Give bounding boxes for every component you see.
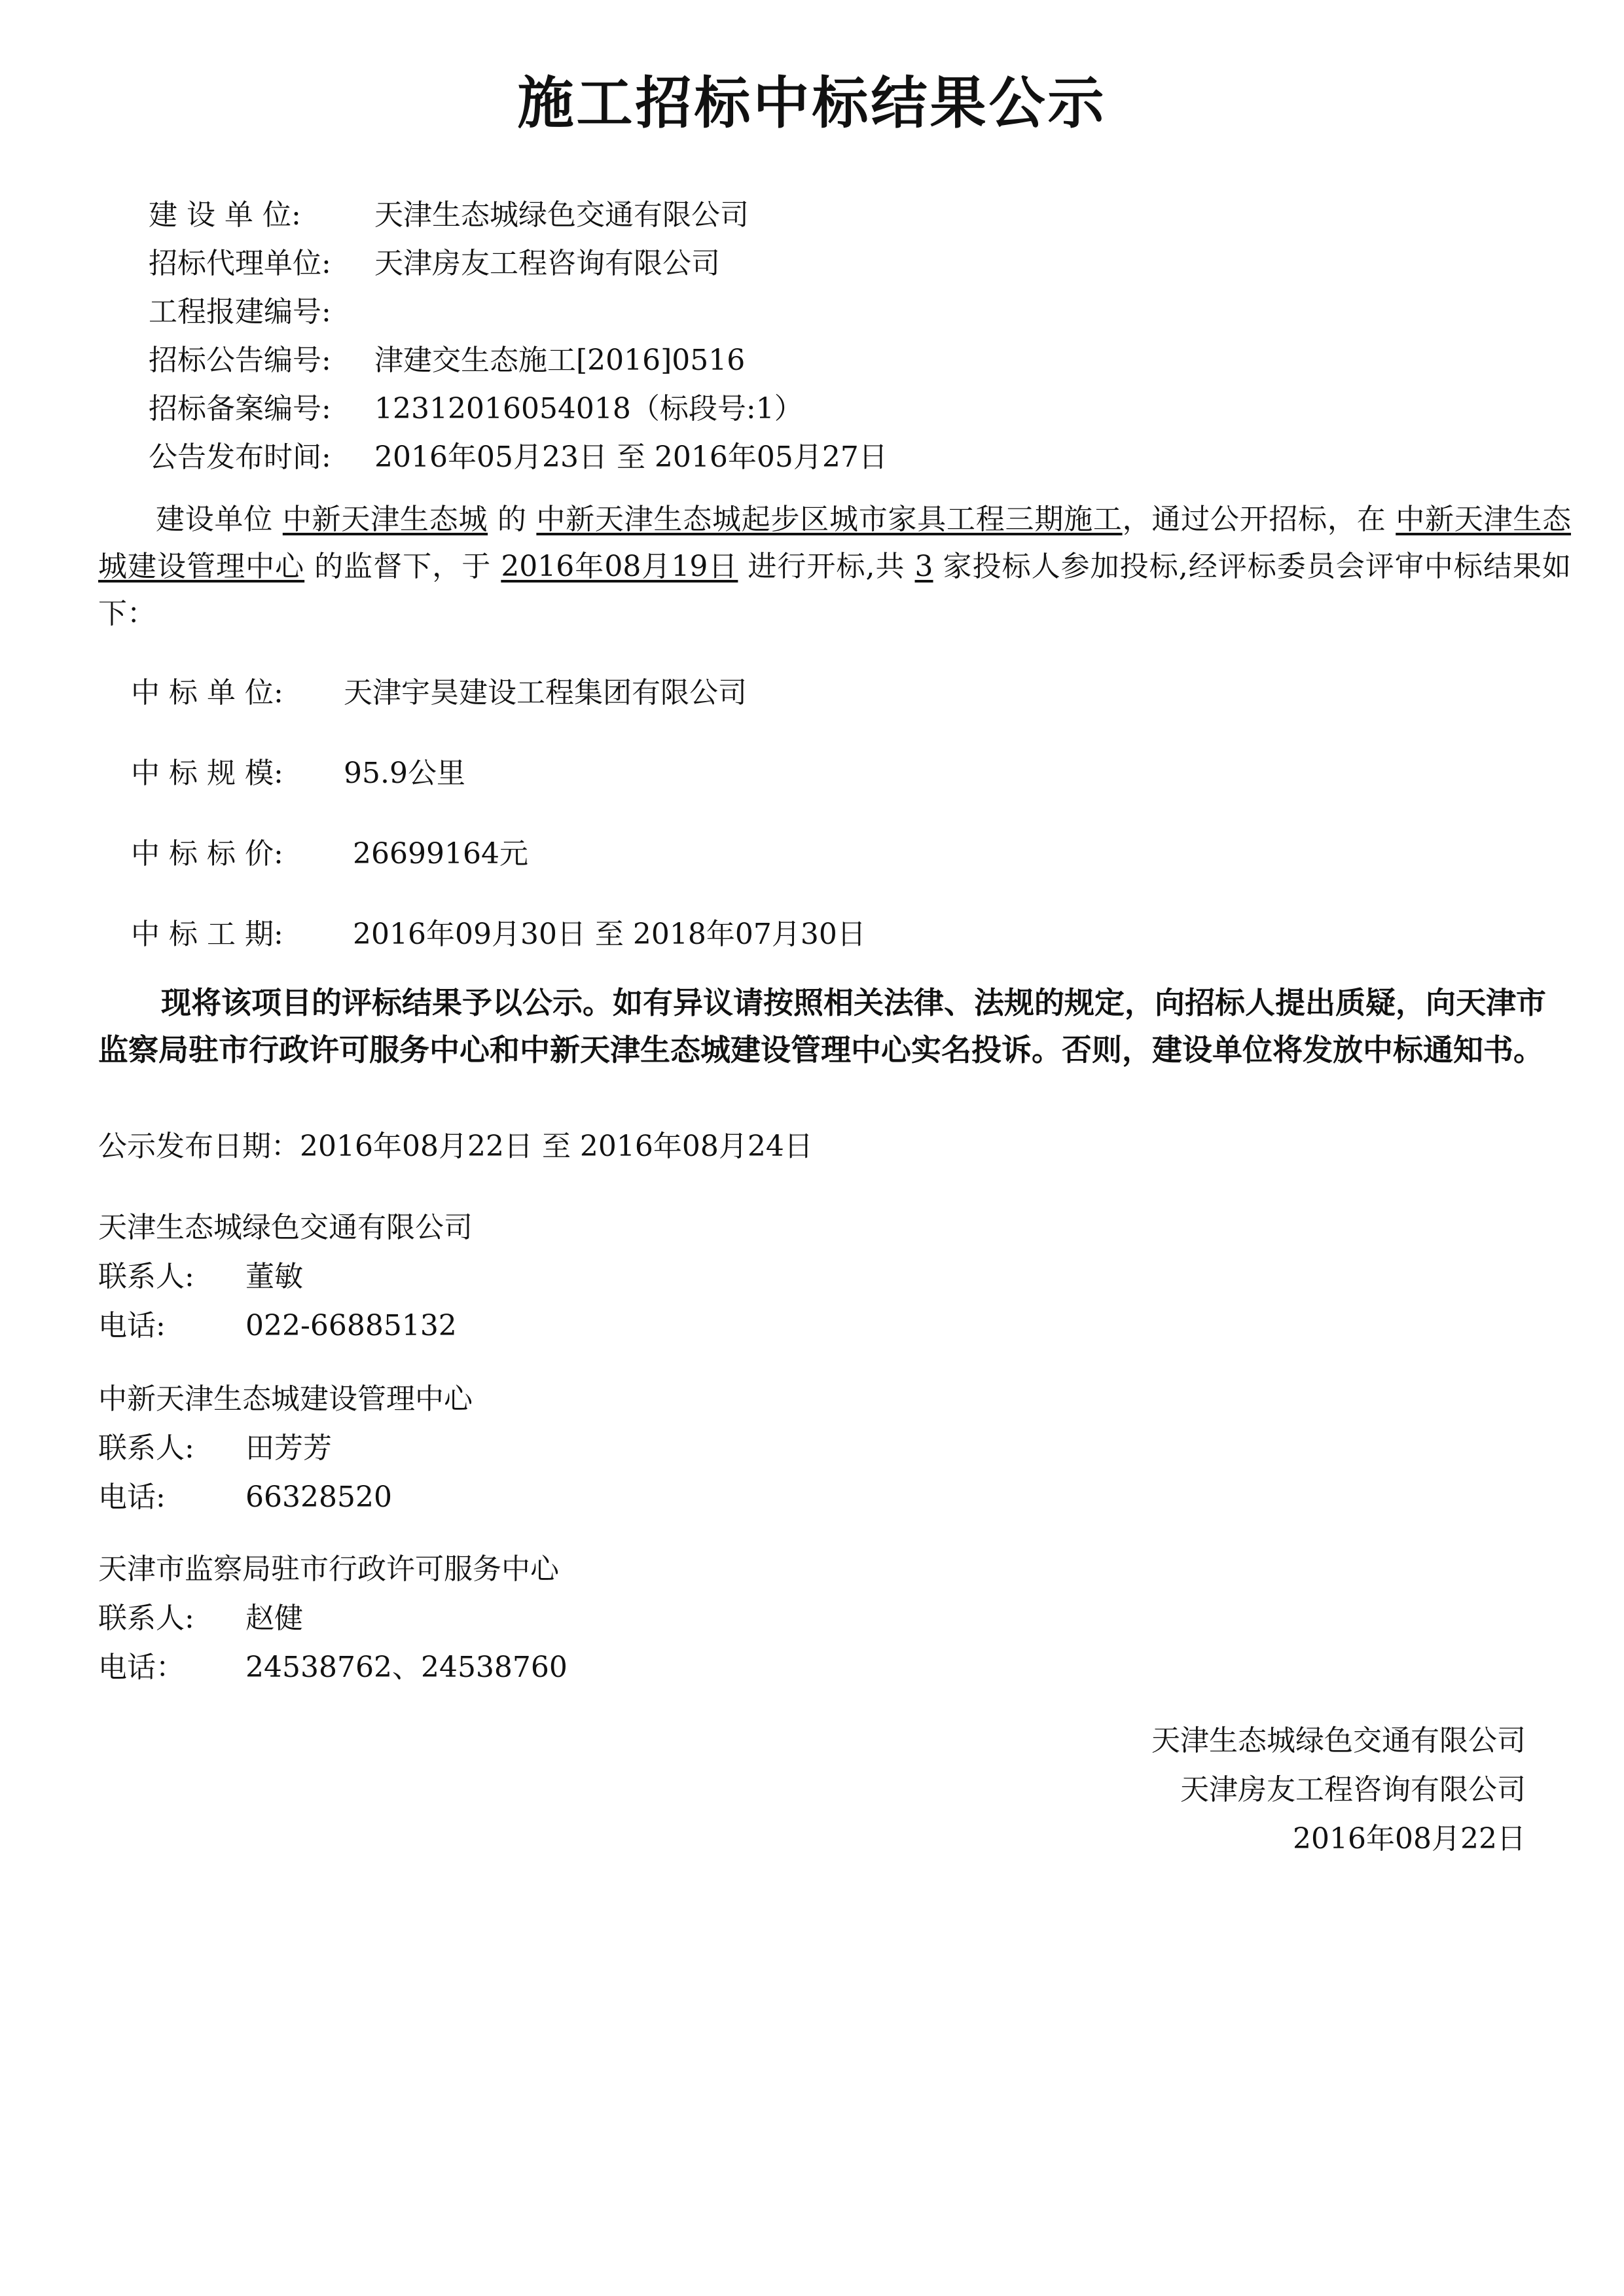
award-row-price [131,829,866,909]
contact-phone: 66328520 [245,1480,392,1514]
info-row-agency [149,240,888,288]
contact-phone-row [98,1301,473,1350]
info-label: 招标代理单位: [149,247,331,280]
info-row-announcement-number [149,336,888,385]
signoff-block [1151,1716,1526,1863]
contact-person-label: 联系人: [98,1260,194,1293]
award-row-winner [131,668,866,748]
info-label: 招标公告编号: [149,344,331,377]
info-value: 天津生态城绿色交通有限公司 [374,198,749,232]
contact-phone-label: 电话: [98,1309,166,1342]
contact-block-owner [98,1203,473,1350]
contact-phone-row [98,1643,568,1692]
award-row-scale [131,748,866,829]
award-value: 天津宇昊建设工程集团有限公司 [344,676,747,709]
supervisor-name: 中新天津生态城建设管理中心 [98,503,1572,583]
contact-person-row [98,1424,473,1473]
signoff-org-agency: 天津房友工程咨询有限公司 [1180,1773,1526,1806]
award-value: 2016年09月30日 至 2018年07月30日 [344,918,866,951]
bidder-count: 3 [914,550,933,583]
text-fragment: 进行开标,共 [738,550,915,583]
bid-summary-paragraph [98,496,1571,637]
info-label: 招标备案编号: [149,392,331,425]
info-row-construction-unit [149,191,888,240]
award-row-duration [131,909,866,990]
contact-person-row [98,1594,568,1643]
info-row-announcement-period [149,433,888,482]
info-value: 12312016054018（标段号:1） [374,392,803,425]
page-title: 施工招标中标结果公示 [517,71,1107,136]
project-info-block [149,191,888,482]
contact-person-label: 联系人: [98,1602,194,1635]
text-fragment: ，通过公开招标，在 [1122,503,1396,536]
text-fragment: 家投标人参加投标,经评标委员会评审中标结果如下： [98,550,1571,630]
text-fragment: 的监督下，于 [304,550,501,583]
info-value: 2016年05月23日 至 2016年05月27日 [374,440,888,474]
contact-phone-label: 电话: [98,1480,166,1514]
contact-phone-label: 电话： [98,1651,185,1684]
contact-org: 天津市监察局驻市行政许可服务中心 [98,1552,559,1586]
contact-block-complaint-center [98,1545,568,1692]
contact-org: 天津生态城绿色交通有限公司 [98,1211,473,1244]
info-label: 建 设 单 位: [149,198,301,232]
owner-name: 中新天津生态城 [282,503,488,536]
signoff-date: 2016年08月22日 [1293,1822,1526,1856]
award-result-block [131,668,866,990]
info-label: 公告发布时间: [149,440,331,474]
contact-org: 中新天津生态城建设管理中心 [98,1382,473,1416]
contact-person: 赵健 [245,1602,303,1635]
signoff-org-owner: 天津生态城绿色交通有限公司 [1151,1724,1526,1757]
contact-phone: 24538762、24538760 [245,1651,568,1684]
contact-person-label: 联系人: [98,1431,194,1465]
contact-person: 田芳芳 [245,1431,332,1465]
text-fragment: 建设单位 [156,503,283,536]
award-label: 中 标 标 价: [131,837,283,870]
award-label: 中 标 单 位: [131,676,283,709]
contact-phone: 022-66885132 [245,1309,457,1342]
bid-opening-date: 2016年08月19日 [501,550,738,583]
contact-phone-row [98,1473,473,1522]
info-value: 天津房友工程咨询有限公司 [374,247,720,280]
info-row-filing-number [149,385,888,433]
info-label: 工程报建编号: [149,295,331,329]
award-label: 中 标 规 模: [131,757,283,790]
contact-person: 董敏 [245,1260,303,1293]
text-fragment: 的 [488,503,537,536]
project-name: 中新天津生态城起步区城市家具工程三期施工 [536,503,1123,536]
info-row-registration-number [149,288,888,336]
objection-notice: 现将该项目的评标结果予以公示。如有异议请按照相关法律、法规的规定，向招标人提出质疑，向天津市监察局驻市行政许可服务中心和中新天津生态城建设管理中心实名投诉。否则，建设单位将发放中标通知书。 [98,985,1546,1067]
award-label: 中 标 工 期: [131,918,283,951]
info-value: 津建交生态施工[2016]0516 [374,344,746,377]
contact-block-supervisor [98,1374,473,1522]
contact-person-row [98,1252,473,1301]
award-value: 95.9公里 [344,757,465,790]
publication-period: 公示发布日期：2016年08月22日 至 2016年08月24日 [98,1130,813,1163]
award-value: 26699164元 [344,837,528,870]
